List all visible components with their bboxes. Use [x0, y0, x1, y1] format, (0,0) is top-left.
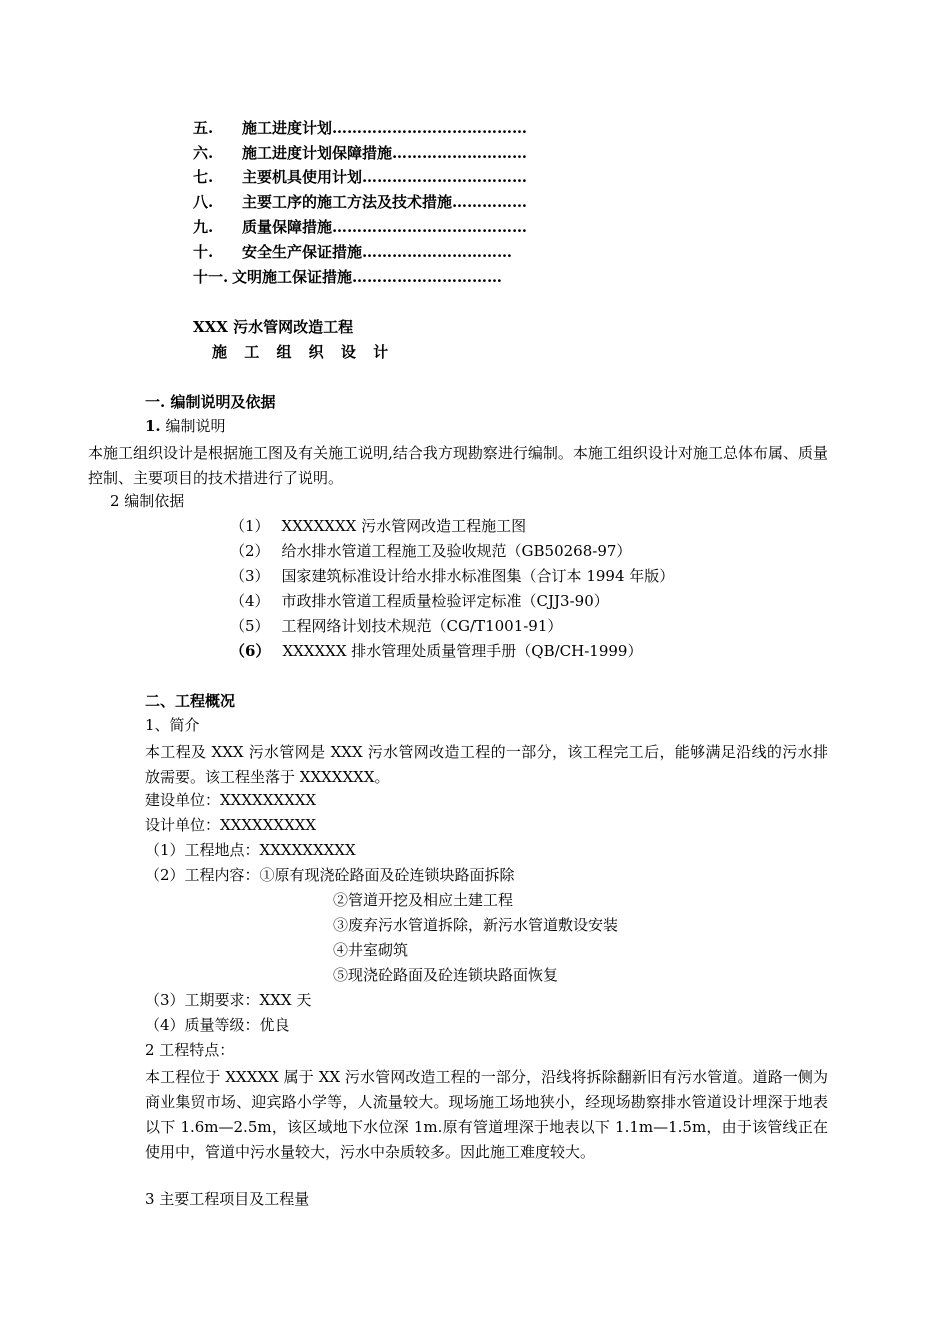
list-item	[230, 641, 642, 661]
toc-row	[0, 117, 950, 141]
subsection-heading: 1、简介	[145, 716, 200, 734]
toc-number: 五.	[193, 119, 214, 137]
doc-subtitle: 施 工 组 织 设 计	[212, 343, 395, 361]
list-item	[230, 541, 631, 561]
section-heading: 一. 编制说明及依据	[145, 393, 276, 411]
content-item: ①原有现浇砼路面及砼连锁块路面拆除	[259, 866, 515, 884]
content-item: ④井室砌筑	[333, 941, 409, 959]
toc-row	[0, 142, 950, 166]
toc-text: 主要工序的施工方法及技术措施……………	[242, 193, 528, 211]
toc-text: 安全生产保证措施…………………………	[242, 243, 513, 261]
list-number: （2）	[230, 542, 270, 560]
toc-text: 主要机具使用计划……………………………	[242, 168, 528, 186]
subsection-heading: 2 工程特点：	[145, 1041, 235, 1059]
content-label: （2）工程内容：	[145, 866, 260, 884]
info-line: （1）工程地点：XXXXXXXXX	[145, 841, 356, 859]
subsection-number: 1.	[145, 417, 161, 435]
toc-text: 施工进度计划…………………………………	[242, 119, 528, 137]
list-item	[230, 516, 526, 536]
list-number: （5）	[230, 617, 270, 635]
list-number: （1）	[230, 517, 270, 535]
toc-text: 质量保障措施…………………………………	[242, 218, 528, 236]
list-number: （4）	[230, 592, 270, 610]
toc-number: 六.	[193, 144, 214, 162]
toc-row	[0, 241, 950, 265]
content-item: ③废弃污水管道拆除，新污水管道敷设安装	[333, 916, 619, 934]
info-line: （4）质量等级：优良	[145, 1016, 290, 1034]
paragraph: 本工程位于 XXXXX 属于 XX 污水管网改造工程的一部分，沿线将拆除翻新旧有污水管道。道路一侧为商业集贸市场、迎宾路小学等，人流量较大。现场施工场地狭小，经现场勘察排水管道设计埋深于地表以下 1.6m—2.5m，该区域地下水位深 1m.原有管道埋深于地表以下 1.1m—1.5m，由于该管线正在使用中，管道中污水量较大，污水中杂质较多。因此施工难度较大。	[145, 1068, 828, 1161]
toc-number: 七.	[193, 168, 214, 186]
paragraph: 本施工组织设计是根据施工图及有关施工说明,结合我方现勘察进行编制。本施工组织设计对施工总体布属、质量控制、主要项目的技术措进行了说明。	[88, 444, 828, 487]
doc-title: XXX 污水管网改造工程	[193, 318, 354, 336]
info-line: （3）工期要求：XXX 天	[145, 991, 312, 1009]
list-item	[230, 566, 674, 586]
content-item: ②管道开挖及相应土建工程	[333, 891, 514, 909]
list-text: XXXXXXX 污水管网改造工程施工图	[281, 517, 527, 535]
toc-number: 九.	[193, 218, 214, 236]
subsection-label: 编制说明	[160, 417, 226, 435]
subsection-heading: 2 编制依据	[110, 492, 185, 510]
toc-number: 八.	[193, 193, 214, 211]
list-number: （6）	[230, 642, 271, 660]
toc-number: 十.	[193, 243, 214, 261]
toc-row	[0, 266, 950, 290]
toc-number: 十一.	[193, 268, 229, 286]
list-text: 市政排水管道工程质量检验评定标准（CJJ3-90）	[281, 592, 609, 610]
list-item	[230, 616, 562, 636]
paragraph: 本工程及 XXX 污水管网是 XXX 污水管网改造工程的一部分，该工程完工后，能够满足沿线的污水排放需要。该工程坐落于 XXXXXXX。	[145, 743, 828, 786]
list-item	[230, 591, 609, 611]
toc-text: 文明施工保证措施…………………………	[232, 268, 503, 286]
section-heading: 二、工程概况	[145, 692, 236, 710]
toc-row	[0, 191, 950, 215]
list-text: 工程网络计划技术规范（CG/T1001-91）	[281, 617, 563, 635]
list-number: （3）	[230, 567, 270, 585]
subsection-heading	[145, 416, 225, 436]
toc-row	[0, 216, 950, 240]
toc-text: 施工进度计划保障措施………………………	[242, 144, 528, 162]
info-line: 设计单位：XXXXXXXXX	[145, 816, 317, 834]
list-text: XXXXXX 排水管理处质量管理手册（QB/CH-1999）	[282, 642, 643, 660]
info-line: 建设单位：XXXXXXXXX	[145, 791, 317, 809]
info-line	[145, 865, 515, 885]
list-text: 给水排水管道工程施工及验收规范（GB50268-97）	[281, 542, 632, 560]
content-item: ⑤现浇砼路面及砼连锁块路面恢复	[333, 966, 559, 984]
list-text: 国家建筑标准设计给水排水标准图集（合订本 1994 年版）	[281, 567, 675, 585]
toc-row	[0, 166, 950, 190]
subsection-heading: 3 主要工程项目及工程量	[145, 1190, 310, 1208]
